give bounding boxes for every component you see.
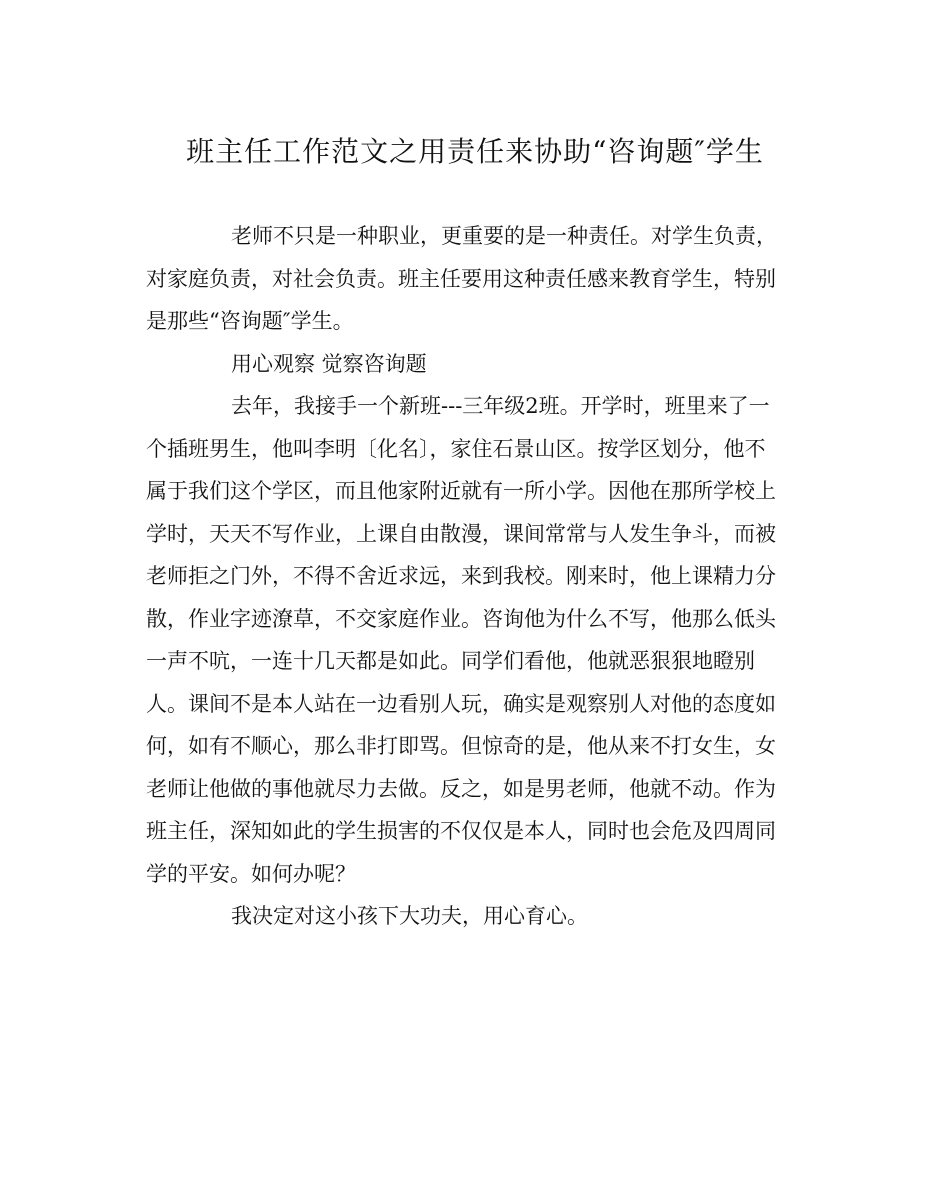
text-line: 一声不吭，一连十几天都是如此。同学们看他，他就恶狠狠地瞪别: [146, 649, 755, 673]
text-line: 班主任，深知如此的学生损害的不仅仅是本人，同时也会危及四周同: [146, 819, 776, 843]
text-line: 老师让他做的事他就尽力去做。反之，如是男老师，他就不动。作为: [146, 776, 776, 801]
text-line: 散，作业字迹潦草，不交家庭作业。咨询他为什么不写，他那么低头: [146, 606, 776, 631]
section-heading: 用心观察 觉察咨询题: [231, 351, 427, 376]
text-line: 学时，天天不写作业，上课自由散漫，课间常常与人发生争斗，而被: [146, 521, 776, 546]
text-line: 对家庭负责，对社会负责。班主任要用这种责任感来教育学生，特别: [146, 266, 776, 291]
text-line: 老师不只是一种职业，更重要的是一种责任。对学生负责，: [231, 224, 777, 248]
text-line: 学的平安。如何办呢？: [146, 861, 356, 886]
document-body: [146, 215, 811, 938]
text-line: 老师拒之门外，不得不舍近求远，来到我校。刚来时，他上课精力分: [146, 564, 776, 588]
text-line: 是那些“咨询题″学生。: [146, 309, 354, 333]
text-line: 个插班男生，他叫李明〔化名〕，家住石景山区。按学区划分，他不: [146, 436, 766, 461]
page-title: 班主任工作范文之用责任来协助“咨询题″学生: [186, 135, 764, 168]
text-line: 人。课间不是本人站在一边看别人玩，确实是观察别人对他的态度如: [146, 691, 776, 716]
text-line: 我决定对这小孩下大功夫，用心育心。: [231, 904, 588, 928]
text-line: 何，如有不顺心，那么非打即骂。但惊奇的是，他从来不打女生，女: [146, 734, 776, 758]
text-line: 属于我们这个学区，而且他家附近就有一所小学。因他在那所学校上: [146, 479, 776, 503]
text-line: 去年，我接手一个新班---三年级2班。开学时，班里来了一: [231, 394, 770, 418]
